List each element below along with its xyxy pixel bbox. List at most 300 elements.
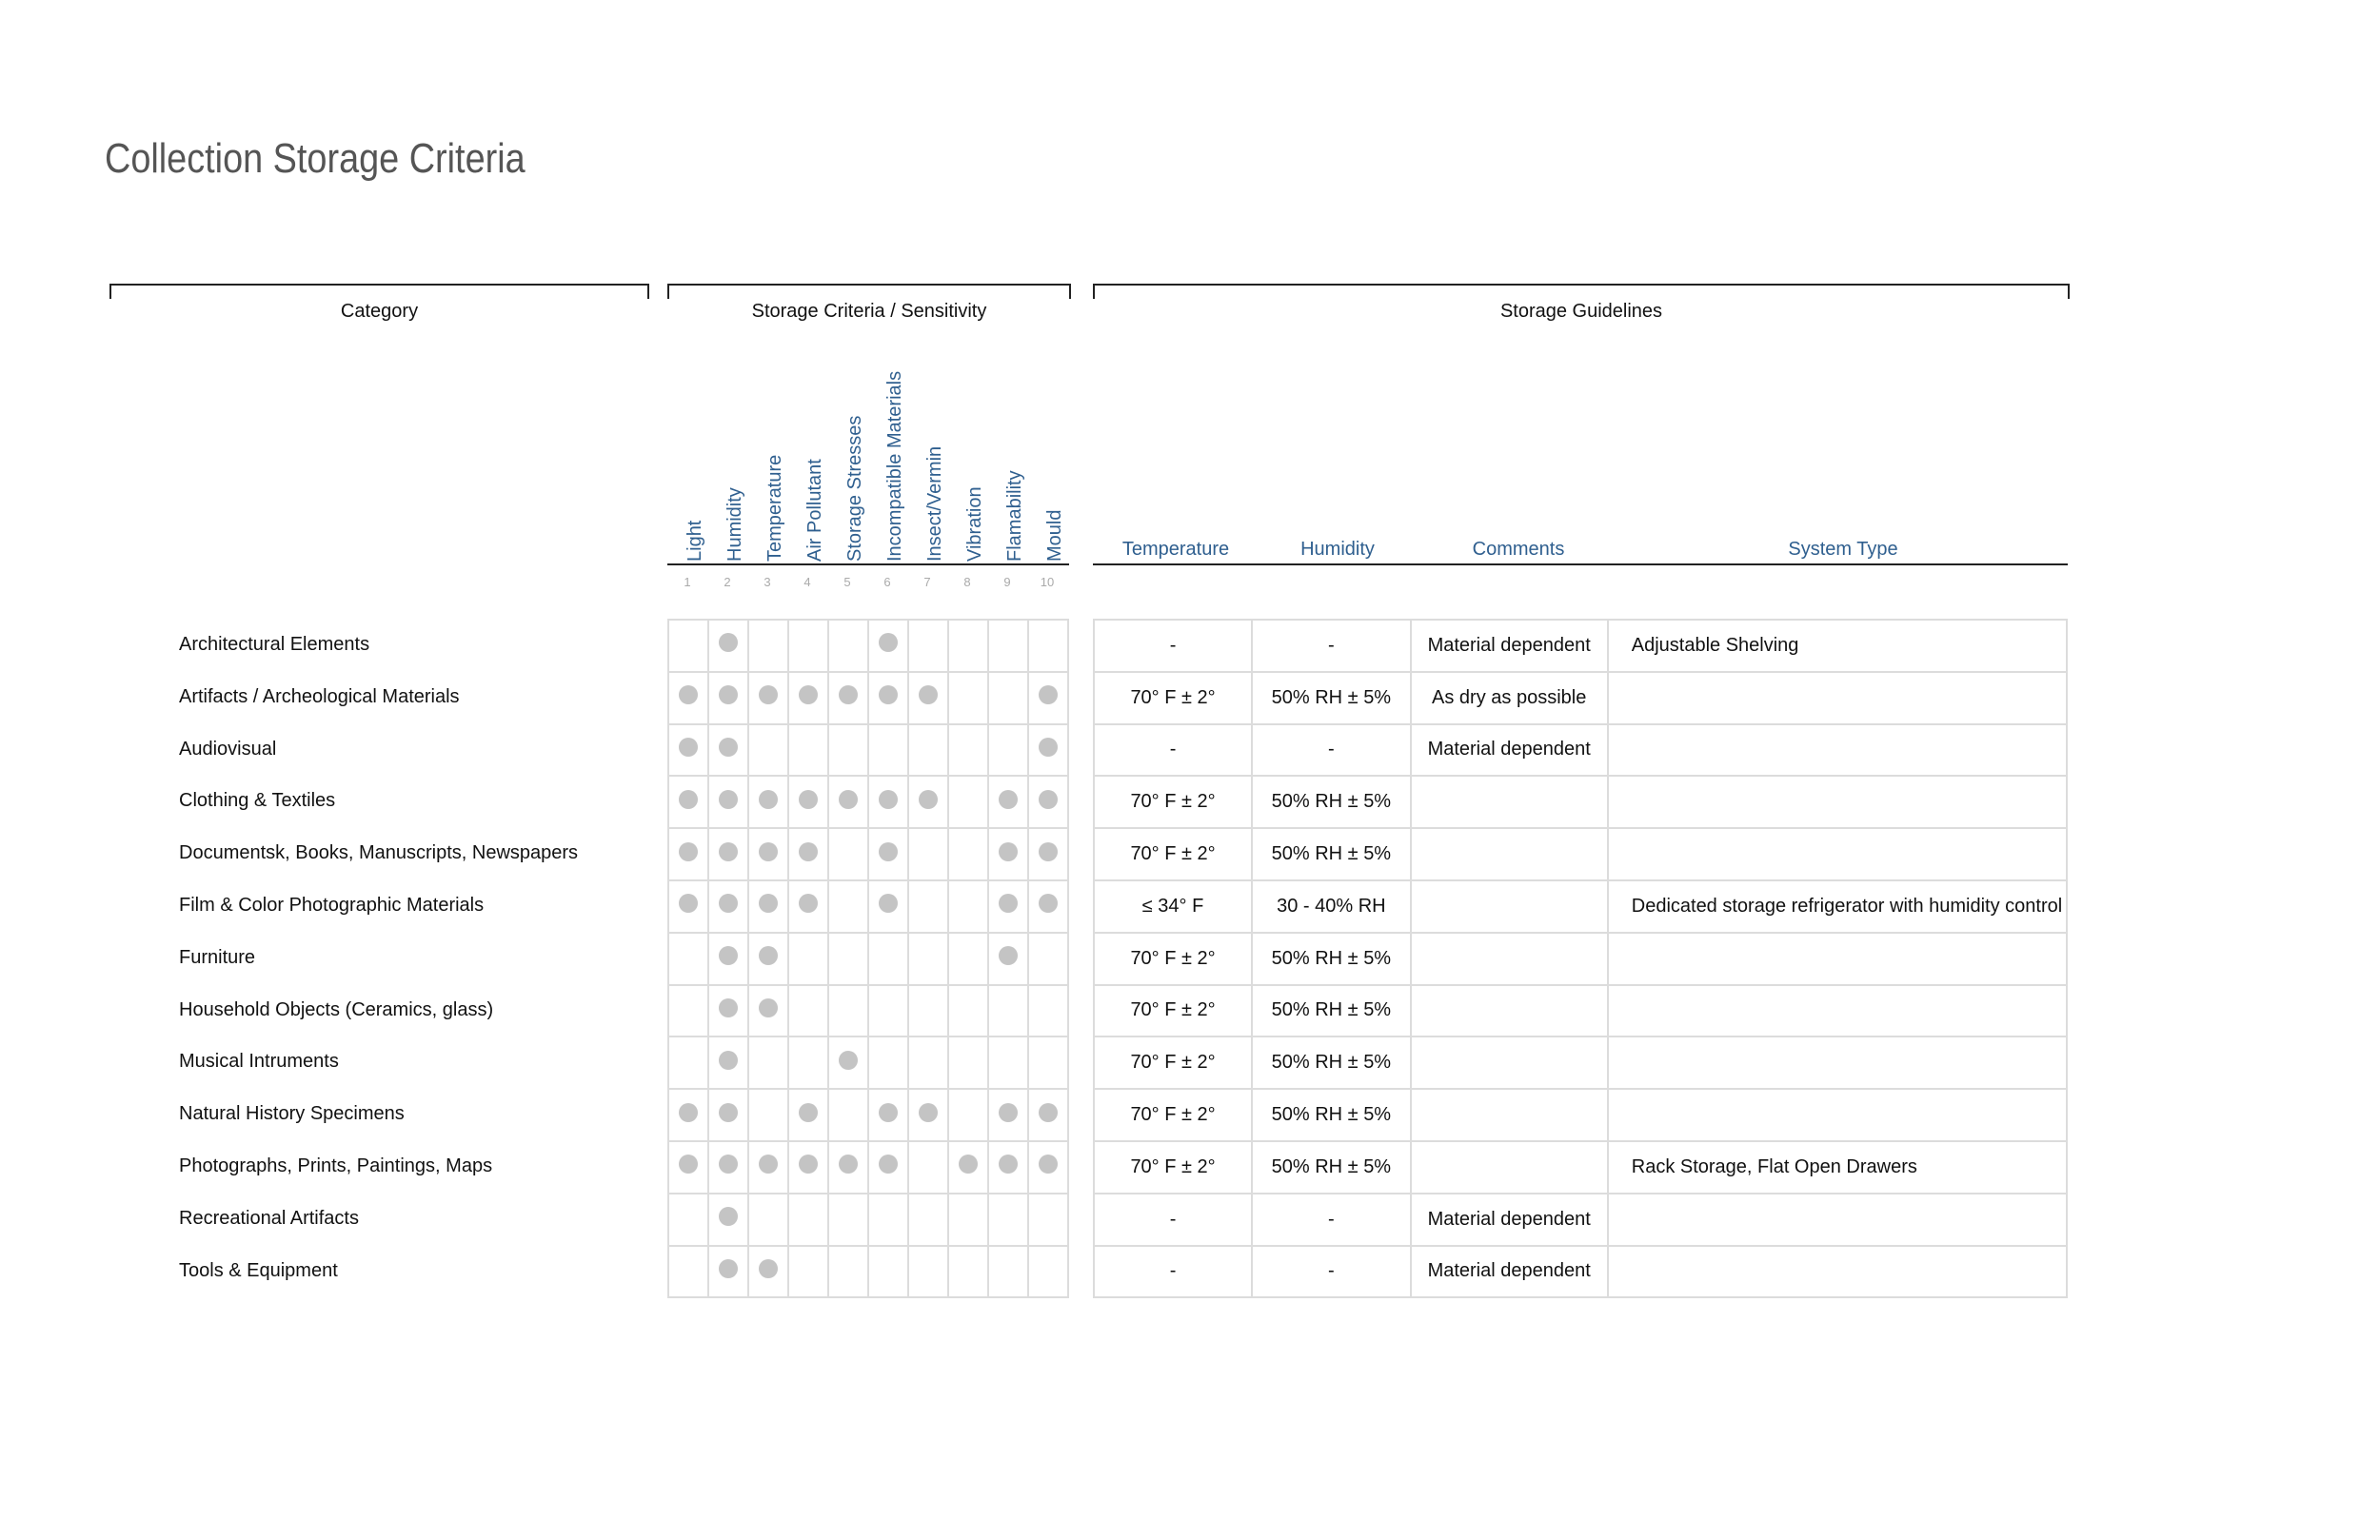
criteria-cell — [828, 776, 868, 828]
sensitivity-dot-icon — [799, 685, 818, 704]
sensitivity-dot-icon — [839, 1155, 858, 1174]
criteria-cell — [748, 1246, 788, 1298]
table-row — [668, 776, 1068, 828]
criteria-cell — [868, 1194, 908, 1246]
guideline-cell-humidity: 50% RH ± 5% — [1252, 933, 1411, 985]
guideline-cell-system-type — [1608, 776, 2067, 828]
category-label: Furniture — [179, 946, 256, 968]
guideline-cell-humidity: 50% RH ± 5% — [1252, 1141, 1411, 1194]
table-row — [1094, 1141, 2067, 1194]
criteria-header — [1027, 343, 1065, 562]
guideline-cell-system-type — [1608, 828, 2067, 880]
table-row — [668, 1141, 1068, 1194]
section-label-guidelines: Storage Guidelines — [1499, 301, 1663, 322]
criteria-cell — [908, 880, 948, 933]
criteria-header-label: Insect/Vermin — [924, 445, 945, 562]
criteria-header — [947, 343, 985, 562]
criteria-cell — [868, 1089, 908, 1141]
criteria-cell — [908, 828, 948, 880]
criteria-cell — [748, 933, 788, 985]
criteria-cell — [988, 880, 1028, 933]
guideline-cell-comments: Material dependent — [1411, 620, 1608, 672]
criteria-grid — [667, 619, 1069, 1298]
sensitivity-dot-icon — [719, 842, 738, 861]
table-row — [668, 933, 1068, 985]
guideline-header-humidity: Humidity — [1300, 539, 1375, 560]
table-row — [668, 724, 1068, 777]
criteria-cell — [988, 620, 1028, 672]
criteria-cell — [828, 724, 868, 777]
sensitivity-dot-icon — [679, 790, 698, 809]
criteria-cell — [788, 880, 828, 933]
criteria-header — [907, 343, 945, 562]
criteria-cell — [708, 985, 748, 1037]
page-title: Collection Storage Criteria — [105, 135, 526, 182]
sensitivity-dot-icon — [999, 1155, 1018, 1174]
sensitivity-dot-icon — [879, 790, 898, 809]
criteria-cell — [868, 776, 908, 828]
sensitivity-dot-icon — [1039, 842, 1058, 861]
criteria-cell — [748, 1089, 788, 1141]
guideline-cell-humidity: 50% RH ± 5% — [1252, 672, 1411, 724]
criteria-cell — [988, 672, 1028, 724]
criteria-cell — [748, 672, 788, 724]
criteria-cell — [828, 672, 868, 724]
guideline-cell-humidity: 50% RH ± 5% — [1252, 985, 1411, 1037]
criteria-cell — [948, 1194, 988, 1246]
criteria-cell — [1028, 620, 1068, 672]
table-row — [668, 1194, 1068, 1246]
sensitivity-dot-icon — [759, 894, 778, 913]
table-row — [1094, 620, 2067, 672]
criteria-cell — [788, 1194, 828, 1246]
criteria-number: 4 — [803, 575, 811, 589]
criteria-cell — [1028, 985, 1068, 1037]
guideline-cell-system-type — [1608, 1037, 2067, 1089]
criteria-cell — [788, 724, 828, 777]
guideline-cell-temperature: 70° F ± 2° — [1094, 1089, 1252, 1141]
criteria-header — [827, 343, 865, 562]
criteria-header-label: Vibration — [964, 486, 985, 562]
criteria-number: 9 — [1003, 575, 1011, 589]
sensitivity-dot-icon — [999, 790, 1018, 809]
criteria-cell — [988, 1037, 1028, 1089]
guideline-cell-humidity: - — [1252, 620, 1411, 672]
criteria-cell — [828, 620, 868, 672]
category-label: Architectural Elements — [179, 634, 370, 655]
criteria-cell — [668, 620, 708, 672]
criteria-number: 10 — [1040, 575, 1055, 589]
criteria-cell — [788, 620, 828, 672]
criteria-number: 2 — [724, 575, 731, 589]
criteria-number: 7 — [923, 575, 931, 589]
sensitivity-dot-icon — [759, 842, 778, 861]
guideline-cell-humidity: - — [1252, 1194, 1411, 1246]
sensitivity-dot-icon — [799, 1155, 818, 1174]
category-label: Documentsk, Books, Manuscripts, Newspapers — [179, 842, 579, 864]
criteria-header — [787, 343, 825, 562]
criteria-cell — [708, 1246, 748, 1298]
criteria-header-label: Incompatible Materials — [884, 370, 905, 562]
guideline-header-system-type: System Type — [1788, 539, 1898, 560]
table-row — [1094, 880, 2067, 933]
table-row — [1094, 724, 2067, 777]
sensitivity-dot-icon — [759, 790, 778, 809]
guideline-header-comments: Comments — [1472, 539, 1565, 560]
criteria-cell — [668, 724, 708, 777]
criteria-cell — [868, 828, 908, 880]
criteria-cell — [1028, 1089, 1068, 1141]
criteria-cell — [988, 828, 1028, 880]
criteria-cell — [908, 724, 948, 777]
criteria-cell — [948, 1246, 988, 1298]
criteria-cell — [988, 1246, 1028, 1298]
table-row — [668, 1037, 1068, 1089]
guideline-cell-humidity: - — [1252, 1246, 1411, 1298]
category-label: Tools & Equipment — [179, 1259, 338, 1281]
guideline-cell-comments: As dry as possible — [1411, 672, 1608, 724]
criteria-bracket — [667, 284, 1071, 299]
criteria-cell — [908, 1141, 948, 1194]
sensitivity-dot-icon — [879, 842, 898, 861]
guideline-cell-humidity: 50% RH ± 5% — [1252, 776, 1411, 828]
criteria-cell — [748, 776, 788, 828]
criteria-cell — [948, 1037, 988, 1089]
guidelines-bracket — [1093, 284, 2070, 299]
criteria-cell — [788, 828, 828, 880]
criteria-header — [987, 343, 1025, 562]
criteria-cell — [828, 1194, 868, 1246]
criteria-cell — [748, 985, 788, 1037]
criteria-cell — [1028, 776, 1068, 828]
criteria-cell — [988, 724, 1028, 777]
criteria-cell — [868, 724, 908, 777]
sensitivity-dot-icon — [719, 790, 738, 809]
guideline-cell-system-type — [1608, 985, 2067, 1037]
criteria-cell — [868, 985, 908, 1037]
criteria-cell — [788, 1089, 828, 1141]
sensitivity-dot-icon — [719, 685, 738, 704]
sensitivity-dot-icon — [759, 946, 778, 965]
category-label: Audiovisual — [179, 738, 277, 760]
criteria-cell — [908, 776, 948, 828]
sensitivity-dot-icon — [679, 738, 698, 757]
criteria-cell — [868, 1246, 908, 1298]
criteria-cell — [748, 880, 788, 933]
sensitivity-dot-icon — [679, 894, 698, 913]
criteria-cell — [788, 1037, 828, 1089]
criteria-cell — [708, 1037, 748, 1089]
criteria-cell — [668, 776, 708, 828]
guideline-cell-system-type — [1608, 672, 2067, 724]
guideline-cell-temperature: - — [1094, 1194, 1252, 1246]
guideline-cell-system-type — [1608, 1246, 2067, 1298]
criteria-cell — [788, 1141, 828, 1194]
criteria-cell — [828, 828, 868, 880]
sensitivity-dot-icon — [839, 790, 858, 809]
criteria-cell — [868, 620, 908, 672]
guidelines-header-rule — [1093, 563, 2068, 565]
table-row — [668, 880, 1068, 933]
criteria-cell — [708, 672, 748, 724]
criteria-cell — [828, 933, 868, 985]
criteria-cell — [828, 1037, 868, 1089]
guideline-cell-comments — [1411, 828, 1608, 880]
criteria-cell — [1028, 724, 1068, 777]
criteria-number: 3 — [764, 575, 771, 589]
table-row — [668, 985, 1068, 1037]
criteria-cell — [908, 985, 948, 1037]
table-row — [668, 672, 1068, 724]
criteria-cell — [988, 985, 1028, 1037]
criteria-header-label: Air Pollutant — [804, 459, 825, 562]
sensitivity-dot-icon — [1039, 1103, 1058, 1122]
criteria-cell — [708, 620, 748, 672]
sensitivity-dot-icon — [759, 1155, 778, 1174]
guideline-cell-temperature: - — [1094, 1246, 1252, 1298]
sensitivity-dot-icon — [679, 842, 698, 861]
criteria-cell — [868, 1037, 908, 1089]
criteria-header — [707, 343, 745, 562]
criteria-cell — [988, 1194, 1028, 1246]
criteria-cell — [1028, 672, 1068, 724]
sensitivity-dot-icon — [719, 1259, 738, 1278]
sensitivity-dot-icon — [759, 998, 778, 1017]
criteria-cell — [708, 933, 748, 985]
guideline-cell-comments: Material dependent — [1411, 1246, 1608, 1298]
guideline-cell-comments: Material dependent — [1411, 1194, 1608, 1246]
criteria-cell — [1028, 1037, 1068, 1089]
criteria-cell — [708, 1141, 748, 1194]
sensitivity-dot-icon — [719, 1051, 738, 1070]
criteria-cell — [708, 880, 748, 933]
criteria-cell — [908, 672, 948, 724]
table-row — [668, 1089, 1068, 1141]
criteria-number: 6 — [883, 575, 891, 589]
criteria-cell — [708, 776, 748, 828]
guideline-cell-comments — [1411, 776, 1608, 828]
table-row — [1094, 1246, 2067, 1298]
guideline-cell-temperature: ≤ 34° F — [1094, 880, 1252, 933]
guideline-cell-comments: Material dependent — [1411, 724, 1608, 777]
sensitivity-dot-icon — [719, 998, 738, 1017]
criteria-cell — [708, 724, 748, 777]
sensitivity-dot-icon — [839, 685, 858, 704]
criteria-cell — [948, 724, 988, 777]
criteria-cell — [788, 776, 828, 828]
criteria-cell — [668, 1141, 708, 1194]
criteria-cell — [748, 1194, 788, 1246]
table-row — [1094, 985, 2067, 1037]
criteria-cell — [668, 672, 708, 724]
criteria-cell — [1028, 933, 1068, 985]
criteria-cell — [948, 672, 988, 724]
table-row — [668, 1246, 1068, 1298]
criteria-cell — [788, 672, 828, 724]
guideline-cell-comments — [1411, 880, 1608, 933]
criteria-cell — [908, 620, 948, 672]
sensitivity-dot-icon — [879, 633, 898, 652]
criteria-cell — [708, 1089, 748, 1141]
criteria-cell — [908, 1037, 948, 1089]
criteria-number: 5 — [843, 575, 851, 589]
category-label: Photographs, Prints, Paintings, Maps — [179, 1155, 493, 1176]
criteria-cell — [708, 828, 748, 880]
sensitivity-dot-icon — [839, 1051, 858, 1070]
guideline-cell-humidity: 50% RH ± 5% — [1252, 828, 1411, 880]
guideline-cell-humidity: 50% RH ± 5% — [1252, 1037, 1411, 1089]
sensitivity-dot-icon — [999, 894, 1018, 913]
guideline-cell-temperature: 70° F ± 2° — [1094, 1037, 1252, 1089]
guideline-cell-temperature: 70° F ± 2° — [1094, 776, 1252, 828]
guideline-cell-temperature: 70° F ± 2° — [1094, 1141, 1252, 1194]
sensitivity-dot-icon — [1039, 685, 1058, 704]
criteria-cell — [868, 933, 908, 985]
category-label: Natural History Specimens — [179, 1103, 405, 1125]
guideline-cell-system-type: Dedicated storage refrigerator with humidity control — [1608, 880, 2067, 933]
criteria-cell — [948, 933, 988, 985]
sensitivity-dot-icon — [879, 685, 898, 704]
criteria-cell — [668, 1194, 708, 1246]
criteria-cell — [868, 672, 908, 724]
guideline-header-temperature: Temperature — [1121, 539, 1230, 560]
table-row — [1094, 1089, 2067, 1141]
criteria-cell — [988, 1089, 1028, 1141]
criteria-cell — [668, 1246, 708, 1298]
sensitivity-dot-icon — [1039, 1155, 1058, 1174]
table-row — [668, 828, 1068, 880]
criteria-cell — [748, 724, 788, 777]
sensitivity-dot-icon — [959, 1155, 978, 1174]
sensitivity-dot-icon — [1039, 894, 1058, 913]
guideline-cell-comments — [1411, 1089, 1608, 1141]
table-row — [1094, 1194, 2067, 1246]
guideline-cell-system-type: Rack Storage, Flat Open Drawers — [1608, 1141, 2067, 1194]
criteria-cell — [668, 828, 708, 880]
sensitivity-dot-icon — [799, 894, 818, 913]
criteria-cell — [988, 776, 1028, 828]
criteria-header-label: Flamability — [1004, 470, 1025, 562]
criteria-header — [747, 343, 785, 562]
guidelines-grid — [1093, 619, 2068, 1298]
sensitivity-dot-icon — [679, 1155, 698, 1174]
guideline-cell-temperature: 70° F ± 2° — [1094, 985, 1252, 1037]
sensitivity-dot-icon — [919, 790, 938, 809]
criteria-cell — [908, 1194, 948, 1246]
category-label: Clothing & Textiles — [179, 790, 336, 812]
sensitivity-dot-icon — [999, 1103, 1018, 1122]
criteria-cell — [828, 985, 868, 1037]
criteria-cell — [788, 985, 828, 1037]
guideline-cell-system-type — [1608, 933, 2067, 985]
sensitivity-dot-icon — [759, 1259, 778, 1278]
guideline-cell-comments — [1411, 1141, 1608, 1194]
section-label-category: Category — [340, 301, 419, 322]
criteria-cell — [828, 1141, 868, 1194]
criteria-header-label: Mould — [1044, 509, 1065, 562]
criteria-cell — [748, 828, 788, 880]
criteria-cell — [948, 620, 988, 672]
sensitivity-dot-icon — [679, 1103, 698, 1122]
sensitivity-dot-icon — [799, 1103, 818, 1122]
sensitivity-dot-icon — [679, 685, 698, 704]
sensitivity-dot-icon — [1039, 790, 1058, 809]
guideline-cell-temperature: 70° F ± 2° — [1094, 828, 1252, 880]
criteria-cell — [948, 880, 988, 933]
category-label: Artifacts / Archeological Materials — [179, 685, 460, 707]
sensitivity-dot-icon — [719, 1103, 738, 1122]
criteria-cell — [788, 933, 828, 985]
sensitivity-dot-icon — [719, 738, 738, 757]
sensitivity-dot-icon — [919, 1103, 938, 1122]
sensitivity-dot-icon — [799, 790, 818, 809]
sensitivity-dot-icon — [719, 1207, 738, 1226]
criteria-header-rule — [667, 563, 1069, 565]
sensitivity-dot-icon — [719, 946, 738, 965]
criteria-number: 1 — [684, 575, 691, 589]
guideline-cell-system-type — [1608, 724, 2067, 777]
criteria-cell — [668, 933, 708, 985]
guideline-cell-humidity: 50% RH ± 5% — [1252, 1089, 1411, 1141]
sensitivity-dot-icon — [999, 842, 1018, 861]
sensitivity-dot-icon — [879, 894, 898, 913]
criteria-cell — [748, 620, 788, 672]
criteria-cell — [988, 1141, 1028, 1194]
guideline-cell-humidity: 30 - 40% RH — [1252, 880, 1411, 933]
criteria-header-label: Light — [684, 520, 705, 562]
sensitivity-dot-icon — [879, 1103, 898, 1122]
criteria-cell — [1028, 828, 1068, 880]
sensitivity-dot-icon — [719, 633, 738, 652]
criteria-cell — [788, 1246, 828, 1298]
criteria-cell — [868, 880, 908, 933]
criteria-cell — [828, 880, 868, 933]
category-label: Film & Color Photographic Materials — [179, 895, 485, 916]
criteria-cell — [948, 776, 988, 828]
table-row — [668, 620, 1068, 672]
table-row — [1094, 933, 2067, 985]
table-row — [1094, 1037, 2067, 1089]
section-label-criteria: Storage Criteria / Sensitivity — [751, 301, 987, 322]
sensitivity-dot-icon — [1039, 738, 1058, 757]
sensitivity-dot-icon — [719, 894, 738, 913]
criteria-number: 8 — [963, 575, 971, 589]
criteria-header — [867, 343, 905, 562]
criteria-cell — [708, 1194, 748, 1246]
guideline-cell-comments — [1411, 1037, 1608, 1089]
criteria-cell — [908, 933, 948, 985]
criteria-cell — [908, 1246, 948, 1298]
guideline-cell-temperature: - — [1094, 724, 1252, 777]
criteria-cell — [1028, 880, 1068, 933]
sensitivity-dot-icon — [919, 685, 938, 704]
category-label: Household Objects (Ceramics, glass) — [179, 998, 494, 1020]
category-label: Recreational Artifacts — [179, 1207, 359, 1229]
guideline-cell-system-type — [1608, 1194, 2067, 1246]
criteria-header-label: Temperature — [764, 454, 785, 562]
guideline-cell-comments — [1411, 985, 1608, 1037]
criteria-cell — [948, 1089, 988, 1141]
criteria-cell — [668, 1037, 708, 1089]
criteria-cell — [908, 1089, 948, 1141]
sensitivity-dot-icon — [759, 685, 778, 704]
criteria-cell — [748, 1141, 788, 1194]
sensitivity-dot-icon — [719, 1155, 738, 1174]
guideline-cell-system-type — [1608, 1089, 2067, 1141]
criteria-cell — [1028, 1141, 1068, 1194]
criteria-cell — [828, 1246, 868, 1298]
criteria-cell — [748, 1037, 788, 1089]
